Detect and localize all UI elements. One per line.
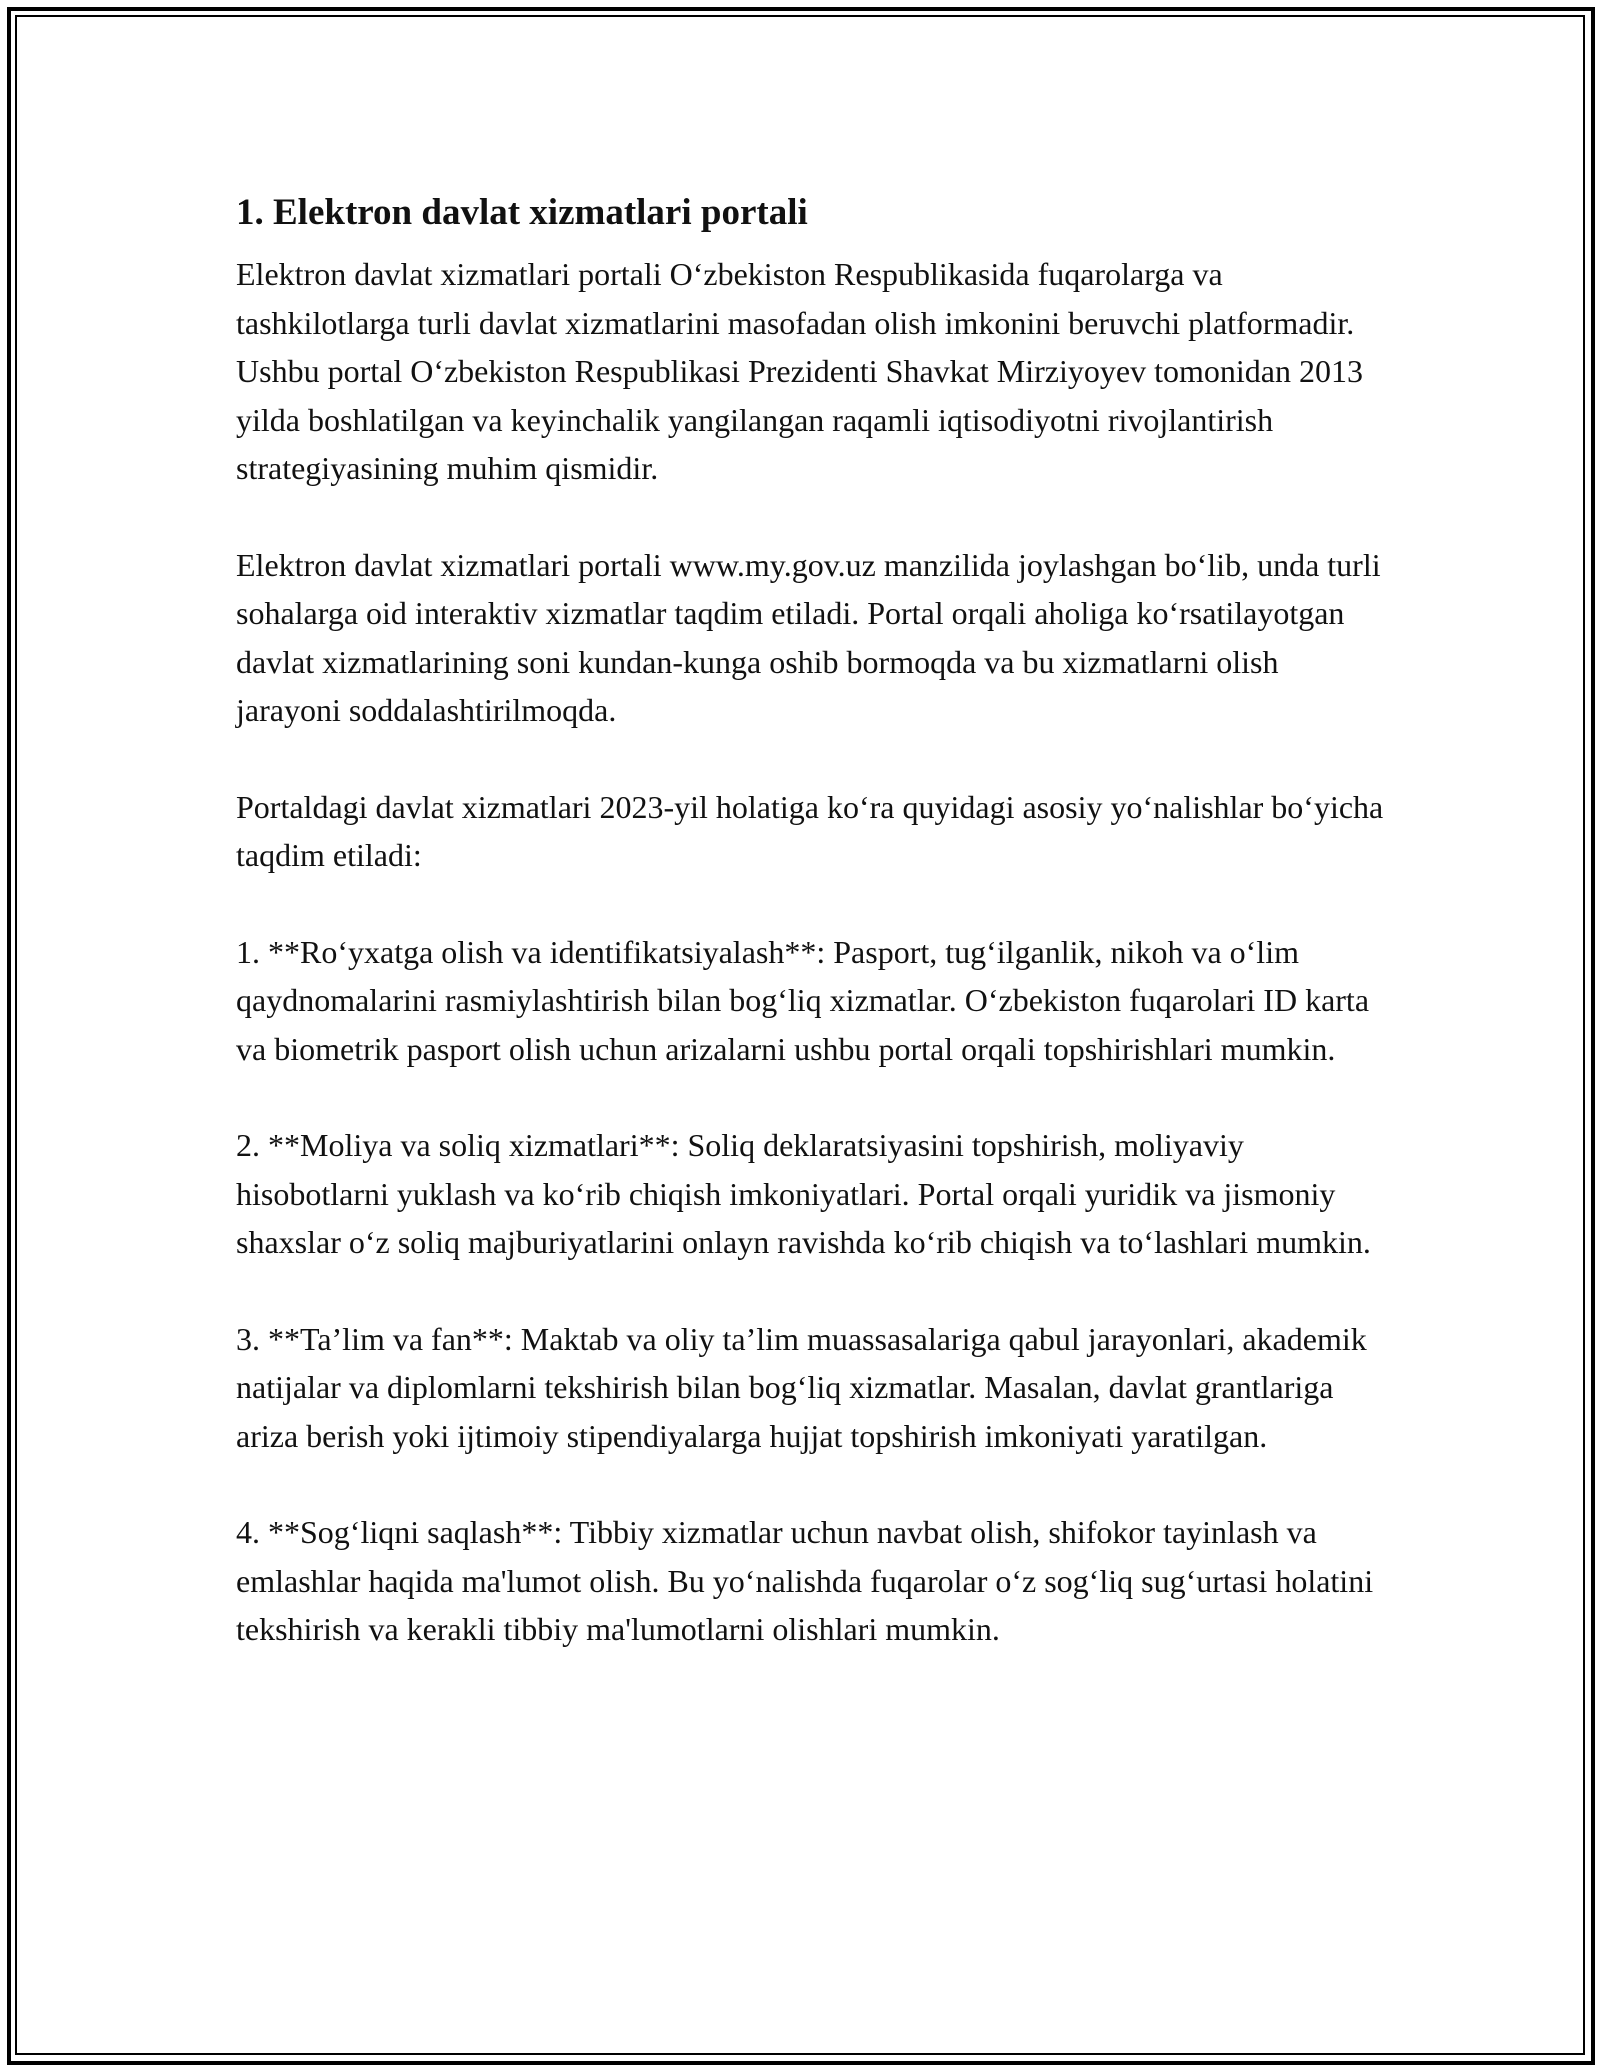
intro-paragraph: Elektron davlat xizmatlari portali O‘zbekiston Respublikasida fuqarolarga va tashkilotlarga turli davlat xizmatlarini masofadan olish imkonini beruvchi platformadir. Ushbu portal O‘zbekiston Respublikasi Prezidenti Shavkat Mirziyoyev tomonidan 2013 yilda boshlatilgan va keyinchalik yangilangan raqamli iqtisodiyotni rivojlantirish strategiyasining muhim qismidir.	[236, 256, 1363, 486]
list-item-finance-tax: 2. **Moliya va soliq xizmatlari**: Soliq deklaratsiyasini topshirish, moliyaviy hisobotlarni yuklash va ko‘rib chiqish imkoniyatlari. Portal orqali yuridik va jismoniy shaxslar o‘z soliq majburiyatlarini onlayn ravishda ko‘rib chiqish va to‘lashlari mumkin.	[236, 1127, 1371, 1260]
list-item-registration: 1. **Ro‘yxatga olish va identifikatsiyalash**: Pasport, tug‘ilganlik, nikoh va o‘lim qaydnomalarini rasmiylashtirish bilan bog‘liq xizmatlar. O‘zbekiston fuqarolari ID karta va biometrik pasport olish uchun arizalarni ushbu portal orqali topshirishlari mumkin.	[236, 933, 1370, 1067]
services-intro-paragraph: Portaldagi davlat xizmatlari 2023-yil holatiga ko‘ra quyidagi asosiy yo‘nalishlar bo‘yicha taqdim etiladi:	[236, 788, 1384, 873]
section-heading: 1. Elektron davlat xizmatlari portali	[236, 192, 808, 233]
portal-address-paragraph: Elektron davlat xizmatlari portali www.my.gov.uz manzilida joylashgan bo‘lib, unda turli sohalarga oid interaktiv xizmatlar taqdim etiladi. Portal orqali aholiga ko‘rsatilayotgan davlat xizmatlarining soni kundan-kunga oshib bormoqda va bu xizmatlarni olish jarayoni soddalashtirilmoqda.	[236, 546, 1381, 728]
list-item-healthcare: 4. **Sog‘liqni saqlash**: Tibbiy xizmatlar uchun navbat olish, shifokor tayinlash va emlashlar haqida ma'lumot olish. Bu yo‘nalishda fuqarolar o‘z sog‘liq sug‘urtasi holatini tekshirish va kerakli tibbiy ma'lumotlarni olishlari mumkin.	[236, 1514, 1374, 1647]
list-item-education: 3. **Ta’lim va fan**: Maktab va oliy ta’lim muassasalariga qabul jarayonlari, akademik natijalar va diplomlarni tekshirish bilan bog‘liq xizmatlar. Masalan, davlat grantlariga ariza berish yoki ijtimoiy stipendiyalarga hujjat topshirish imkoniyati yaratilgan.	[236, 1320, 1367, 1454]
document-body	[236, 188, 1386, 1702]
